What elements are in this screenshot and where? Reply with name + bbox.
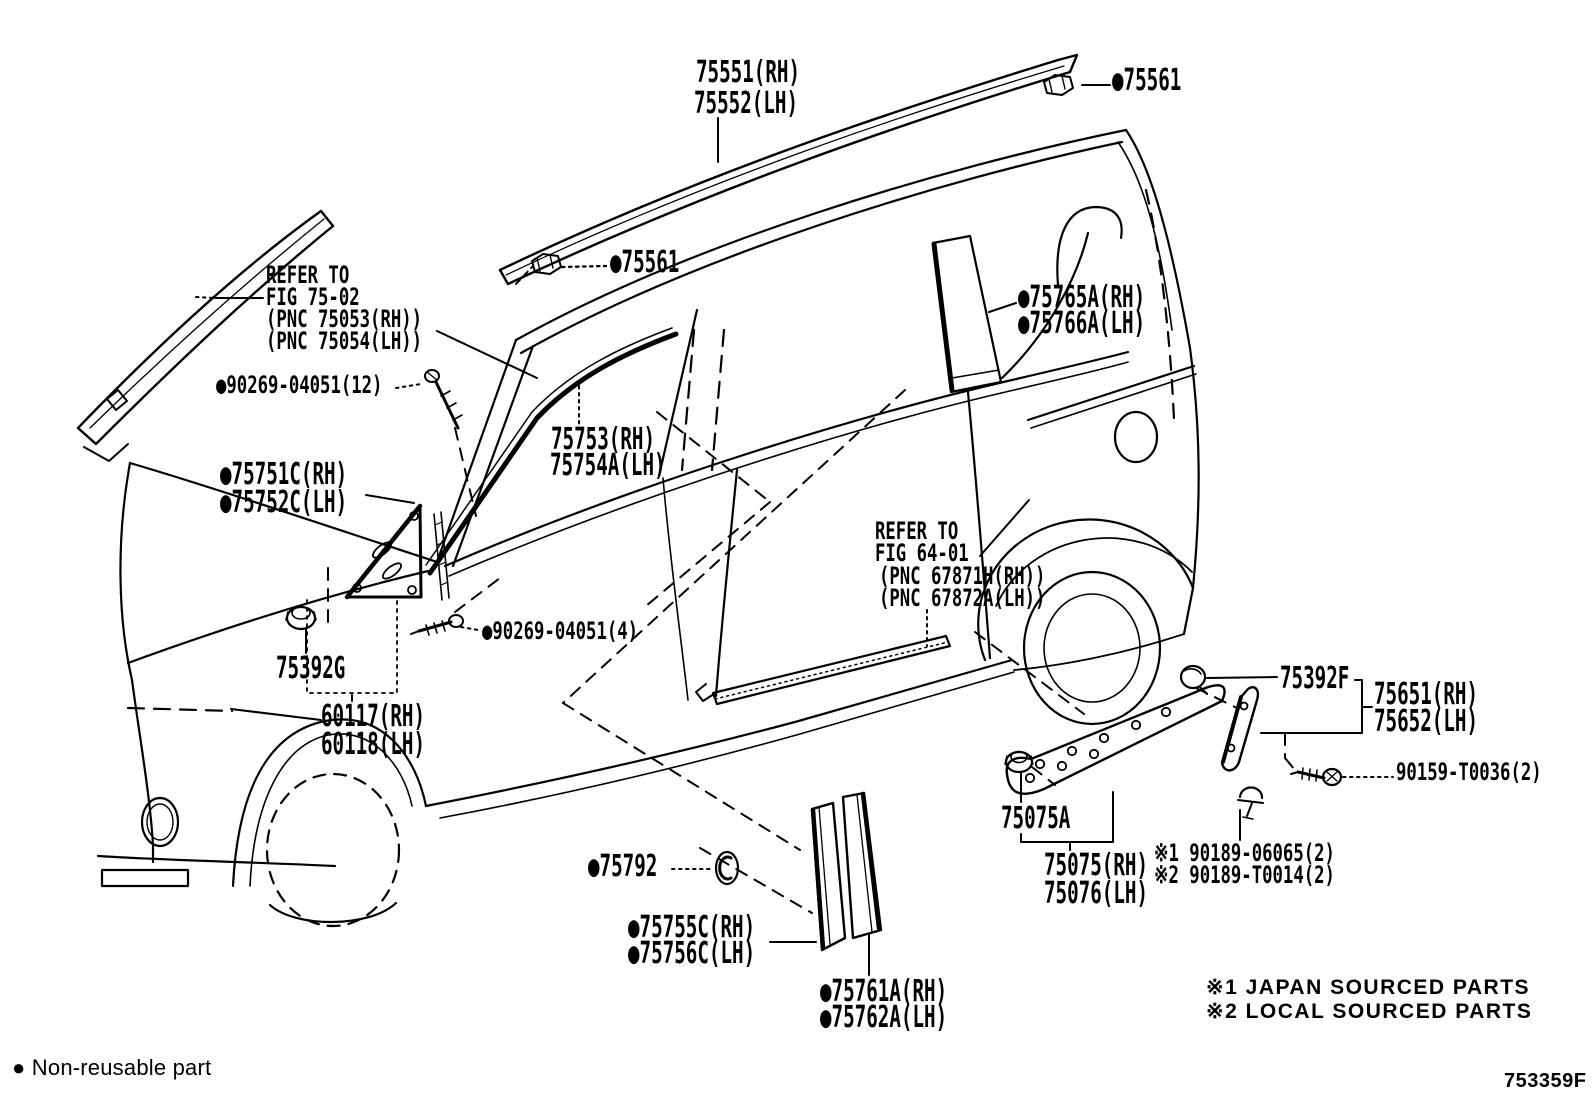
front-pillar-garnish-triangle [347, 506, 421, 597]
screw-icon-90159 [1291, 768, 1341, 785]
grommet-icon-75792 [716, 852, 738, 884]
label-90189-1: ※1 90189-06065(2) [1154, 839, 1335, 867]
screw-icon-90269-4 [411, 615, 463, 635]
mudguard-part [1007, 685, 1225, 793]
label-refer-6401-4: (PNC 67872A(LH)) [879, 584, 1046, 612]
label-75075-rh: 75075(RH) [1044, 848, 1149, 883]
label-60118-lh: 60118(LH) [321, 727, 426, 762]
label-75561-mid: ●75561 [610, 245, 680, 280]
label-75552-lh: 75552(LH) [694, 86, 799, 121]
figure-code: 753359F [1504, 1070, 1587, 1092]
label-75792: ●75792 [588, 849, 658, 884]
label-refer-6401-2: FIG 64-01 [875, 539, 969, 567]
label-90189-2: ※2 90189-T0014(2) [1154, 861, 1335, 889]
label-75756c-lh: ●75756C(LH) [628, 936, 756, 971]
label-75075a: 75075A [1001, 801, 1071, 836]
label-75754a-lh: 75754A(LH) [550, 448, 666, 483]
label-refer-7502-3: (PNC 75053(RH)) [266, 305, 423, 333]
legend-non-reusable: ● Non-reusable part [12, 1055, 212, 1080]
screw-icon-90269-12 [425, 370, 462, 428]
clip-icon-75392f [1181, 666, 1207, 694]
clip-icon-90189 [1238, 787, 1263, 819]
quarter-outside-moulding-part [1222, 687, 1258, 770]
label-75766a-lh: ●75766A(LH) [1018, 306, 1146, 341]
bpillar-rear-tape-part [843, 793, 881, 938]
label-75076-lh: 75076(LH) [1044, 876, 1149, 911]
label-75765a-rh: ●75765A(RH) [1018, 280, 1146, 315]
label-75761a-rh: ●75761A(RH) [820, 974, 948, 1009]
label-90269-4: ●90269-04051(4) [482, 617, 639, 645]
label-75561-top: ●75561 [1112, 63, 1182, 98]
label-60117-rh: 60117(RH) [321, 699, 426, 734]
label-75551-rh: 75551(RH) [696, 55, 801, 90]
grommet-icon-75392g [286, 607, 316, 629]
label-75392f: 75392F [1280, 661, 1350, 696]
label-75651-rh: 75651(RH) [1374, 677, 1479, 712]
rocker-moulding-on-car [696, 636, 950, 704]
label-75755c-rh: ●75755C(RH) [628, 910, 756, 945]
label-refer-7502-4: (PNC 75054(LH)) [266, 327, 423, 355]
quarter-rear-moulding-part [933, 236, 1001, 392]
label-refer-7502-1: REFER TO [266, 261, 350, 289]
label-refer-6401-1: REFER TO [875, 517, 959, 545]
label-refer-6401-3: (PNC 67871H(RH)) [879, 562, 1046, 590]
label-75752c-lh: ●75752C(LH) [220, 485, 348, 520]
label-75392g: 75392G [276, 651, 346, 686]
note-japan-sourced: ※1 JAPAN SOURCED PARTS [1206, 976, 1531, 999]
bpillar-front-tape-part [812, 803, 845, 950]
label-90269-12: ●90269-04051(12) [216, 371, 383, 399]
note-local-sourced: ※2 LOCAL SOURCED PARTS [1206, 1000, 1533, 1023]
label-90159: 90159-T0036(2) [1396, 758, 1542, 786]
label-75762a-lh: ●75762A(LH) [820, 1000, 948, 1035]
label-75652-lh: 75652(LH) [1374, 704, 1479, 739]
label-refer-7502-2: FIG 75-02 [266, 283, 360, 311]
label-75751c-rh: ●75751C(RH) [220, 457, 348, 492]
label-75753-rh: 75753(RH) [551, 422, 656, 457]
